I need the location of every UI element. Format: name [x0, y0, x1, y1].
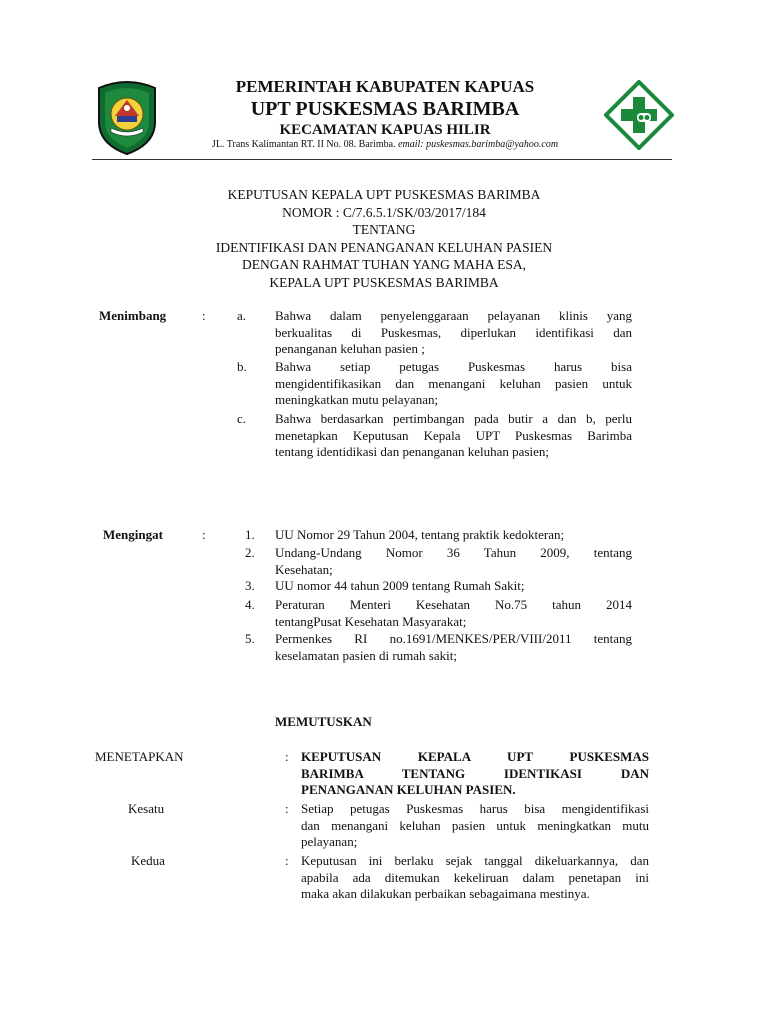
menimbang-a-line: berkualitas di Puskesmas, diperlukan identifikasi dan [275, 324, 632, 340]
decree-title-line: KEPUTUSAN KEPALA UPT PUSKESMAS BARIMBA [227, 187, 541, 202]
menimbang-label: Menimbang [99, 308, 167, 323]
menimbang-mark-c: c. [237, 411, 247, 426]
menimbang-a-line: Bahwa dalam penyelenggaraan pelayanan klinis yang [275, 308, 632, 323]
decree-number: NOMOR : C/7.6.5.1/SK/03/2017/184 [282, 204, 486, 220]
menimbang-item-b [275, 359, 632, 409]
mengingat-number-4: 4. [245, 597, 255, 612]
decree-about: TENTANG [352, 222, 416, 237]
menimbang-item-c [275, 411, 632, 461]
menimbang-c-line: Bahwa berdasarkan pertimbangan pada butir a dan b, perlu [275, 411, 632, 426]
kesatu-label: Kesatu [128, 801, 165, 816]
menimbang-item-a [275, 308, 632, 358]
mengingat-number-2: 2. [245, 545, 255, 560]
mengingat-4-line: Peraturan Menteri Kesehatan No.75 tahun 2014 [275, 597, 632, 612]
mengingat-item-2 [275, 545, 632, 578]
menimbang-mark-a: a. [237, 308, 247, 323]
regency-emblem-logo [93, 78, 161, 156]
mengingat-item-4 [275, 597, 632, 630]
decree-title [100, 186, 668, 291]
kedua-line: apabila ada ditemukan kekeliruan dalam penetapan ini [301, 869, 649, 885]
menimbang-a-line: penanganan keluhan pasien ; [275, 341, 425, 356]
email-text: email: puskesmas.barimba@yahoo.com [398, 139, 559, 150]
kesatu-line: dan menangani keluhan pasien untuk meningkatkan mutu [301, 817, 649, 833]
menetapkan-colon: : [285, 749, 289, 764]
decree-authority: KEPALA UPT PUSKESMAS BARIMBA [269, 274, 499, 290]
kesatu-line: Setiap petugas Puskesmas harus bisa mengidentifikasi [301, 801, 649, 816]
menetapkan-label: MENETAPKAN [95, 749, 184, 764]
address-text: JL. Trans Kalimantan RT. II No. 08. Barimba. [211, 139, 396, 150]
decree-subject: IDENTIFIKASI DAN PENANGANAN KELUHAN PASIEN [215, 239, 553, 255]
kesatu-colon: : [285, 801, 289, 816]
mengingat-label: Mengingat [103, 527, 163, 542]
header-address [160, 138, 610, 151]
mengingat-item-1: UU Nomor 29 Tahun 2004, tentang praktik kedokteran; [275, 527, 565, 542]
header-divider [92, 159, 672, 160]
kedua-line: maka akan dilakukan perbaikan sebagaimana mestinya. [301, 886, 590, 901]
mengingat-item-5 [275, 631, 632, 664]
mengingat-2-line: Kesehatan; [275, 561, 333, 577]
header-line-3: KECAMATAN KAPUAS HILIR [279, 122, 491, 138]
menimbang-c-line: menetapkan Keputusan Kepala UPT Puskesmas Barimba [275, 427, 632, 443]
menimbang-b-line: Bahwa setiap petugas Puskesmas harus bisa [275, 359, 632, 374]
menimbang-mark-b: b. [237, 359, 247, 374]
menetapkan-line: PENANGANAN KELUHAN PASIEN. [301, 782, 516, 797]
health-cross-logo [604, 80, 674, 150]
menetapkan-text [301, 749, 649, 799]
kedua-line: Keputusan ini berlaku sejak tanggal dikeluarkannya, dan [301, 853, 649, 868]
mengingat-4-line: tentangPusat Kesehatan Masyarakat; [275, 613, 467, 629]
mengingat-number-1: 1. [245, 527, 255, 542]
menimbang-c-line: tentang identidikasi dan penanganan keluhan pasien; [275, 444, 549, 459]
mengingat-colon: : [202, 527, 206, 542]
memutuskan-heading: MEMUTUSKAN [275, 714, 372, 729]
menetapkan-line: KEPUTUSAN KEPALA UPT PUSKESMAS [301, 749, 649, 764]
menimbang-b-line: mengidentifikasikan dan menangani keluhan pasien untuk [275, 375, 632, 391]
menimbang-colon: : [202, 308, 206, 323]
header-line-2: UPT PUSKESMAS BARIMBA [250, 98, 520, 120]
kedua-label: Kedua [131, 853, 165, 868]
mengingat-5-line: keselamatan pasien di rumah sakit; [275, 647, 457, 663]
mengingat-number-3: 3. [245, 578, 255, 593]
menimbang-b-line: meningkatkan mutu pelayanan; [275, 392, 439, 407]
kedua-text [301, 853, 649, 903]
mengingat-5-line: Permenkes RI no.1691/MENKES/PER/VIII/2011 tentang [275, 631, 632, 646]
mengingat-number-5: 5. [245, 631, 255, 646]
mengingat-2-line: Undang-Undang Nomor 36 Tahun 2009, tentang [275, 545, 632, 560]
kesatu-text [301, 801, 649, 851]
kedua-colon: : [285, 853, 289, 868]
header-line-1: PEMERINTAH KABUPATEN KAPUAS [235, 77, 535, 96]
mengingat-item-3: UU nomor 44 tahun 2009 tentang Rumah Sakit; [275, 578, 525, 593]
decree-invocation: DENGAN RAHMAT TUHAN YANG MAHA ESA, [241, 257, 526, 272]
menetapkan-line: BARIMBA TENTANG IDENTIKASI DAN [301, 765, 649, 781]
kesatu-line: pelayanan; [301, 834, 358, 849]
